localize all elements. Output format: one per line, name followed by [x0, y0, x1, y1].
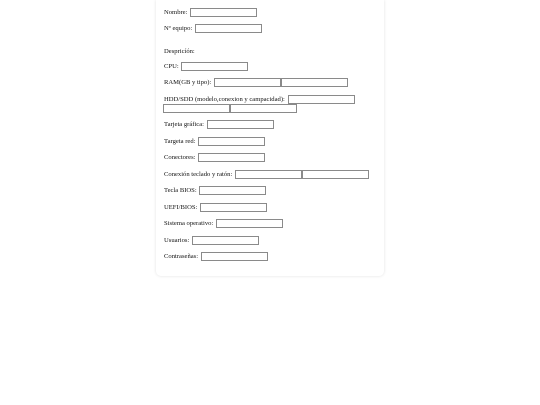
- equipo-input[interactable]: [195, 24, 262, 33]
- tarjeta-grafica-label: Tarjeta gráfica:: [164, 121, 204, 128]
- uefi-input[interactable]: [200, 203, 267, 212]
- uefi-label: UEFI/BIOS:: [164, 204, 198, 211]
- conectores-input[interactable]: [198, 153, 265, 162]
- ram-input-2[interactable]: [281, 78, 348, 87]
- nombre-label: Nombre:: [164, 9, 188, 16]
- so-label: Sistema operativo:: [164, 220, 214, 227]
- usuarios-input[interactable]: [192, 236, 259, 245]
- tarjeta-grafica-input[interactable]: [207, 120, 274, 129]
- row-tarjeta-grafica: [164, 120, 274, 130]
- disco-input-2[interactable]: [163, 104, 230, 113]
- cpu-input[interactable]: [181, 62, 248, 71]
- contrasenas-input[interactable]: [201, 252, 268, 261]
- row-tarjeta-red: [164, 137, 265, 147]
- row-disco: [164, 95, 364, 115]
- descripcion-heading: Despricíón:: [164, 48, 195, 55]
- row-usuarios: [164, 236, 259, 246]
- disco-input-1[interactable]: [288, 95, 355, 104]
- tecla-bios-label: Tecla BIOS:: [164, 187, 197, 194]
- row-uefi: [164, 203, 267, 213]
- nombre-input[interactable]: [190, 8, 257, 17]
- usuarios-label: Usuarios:: [164, 237, 190, 244]
- contrasenas-label: Contraseñas:: [164, 253, 199, 260]
- so-input[interactable]: [216, 219, 283, 228]
- cpu-label: CPU:: [164, 63, 179, 70]
- row-equipo: [164, 24, 262, 34]
- disco-label: HDD/SDD (modelo,conexion y campacidad):: [164, 96, 285, 103]
- row-cpu: [164, 62, 248, 72]
- row-tecla-bios: [164, 186, 266, 196]
- row-nombre: [164, 8, 257, 18]
- disco-input-3[interactable]: [230, 104, 297, 113]
- equipo-label: Nº equipo:: [164, 25, 193, 32]
- tecla-bios-input[interactable]: [199, 186, 266, 195]
- ram-label: RAM(GB y tipo):: [164, 79, 212, 86]
- row-conexion: [164, 170, 369, 180]
- conectores-label: Conectores:: [164, 154, 196, 161]
- conexion-input-1[interactable]: [235, 170, 302, 179]
- tarjeta-red-input[interactable]: [198, 137, 265, 146]
- row-so: [164, 219, 283, 229]
- ram-input-1[interactable]: [214, 78, 281, 87]
- row-contrasenas: [164, 252, 268, 262]
- tarjeta-red-label: Targeta red:: [164, 138, 196, 145]
- row-ram: [164, 78, 348, 88]
- conexion-label: Conexión teclado y ratón:: [164, 171, 233, 178]
- form-card: [156, 0, 384, 276]
- row-conectores: [164, 153, 265, 163]
- conexion-input-2[interactable]: [302, 170, 369, 179]
